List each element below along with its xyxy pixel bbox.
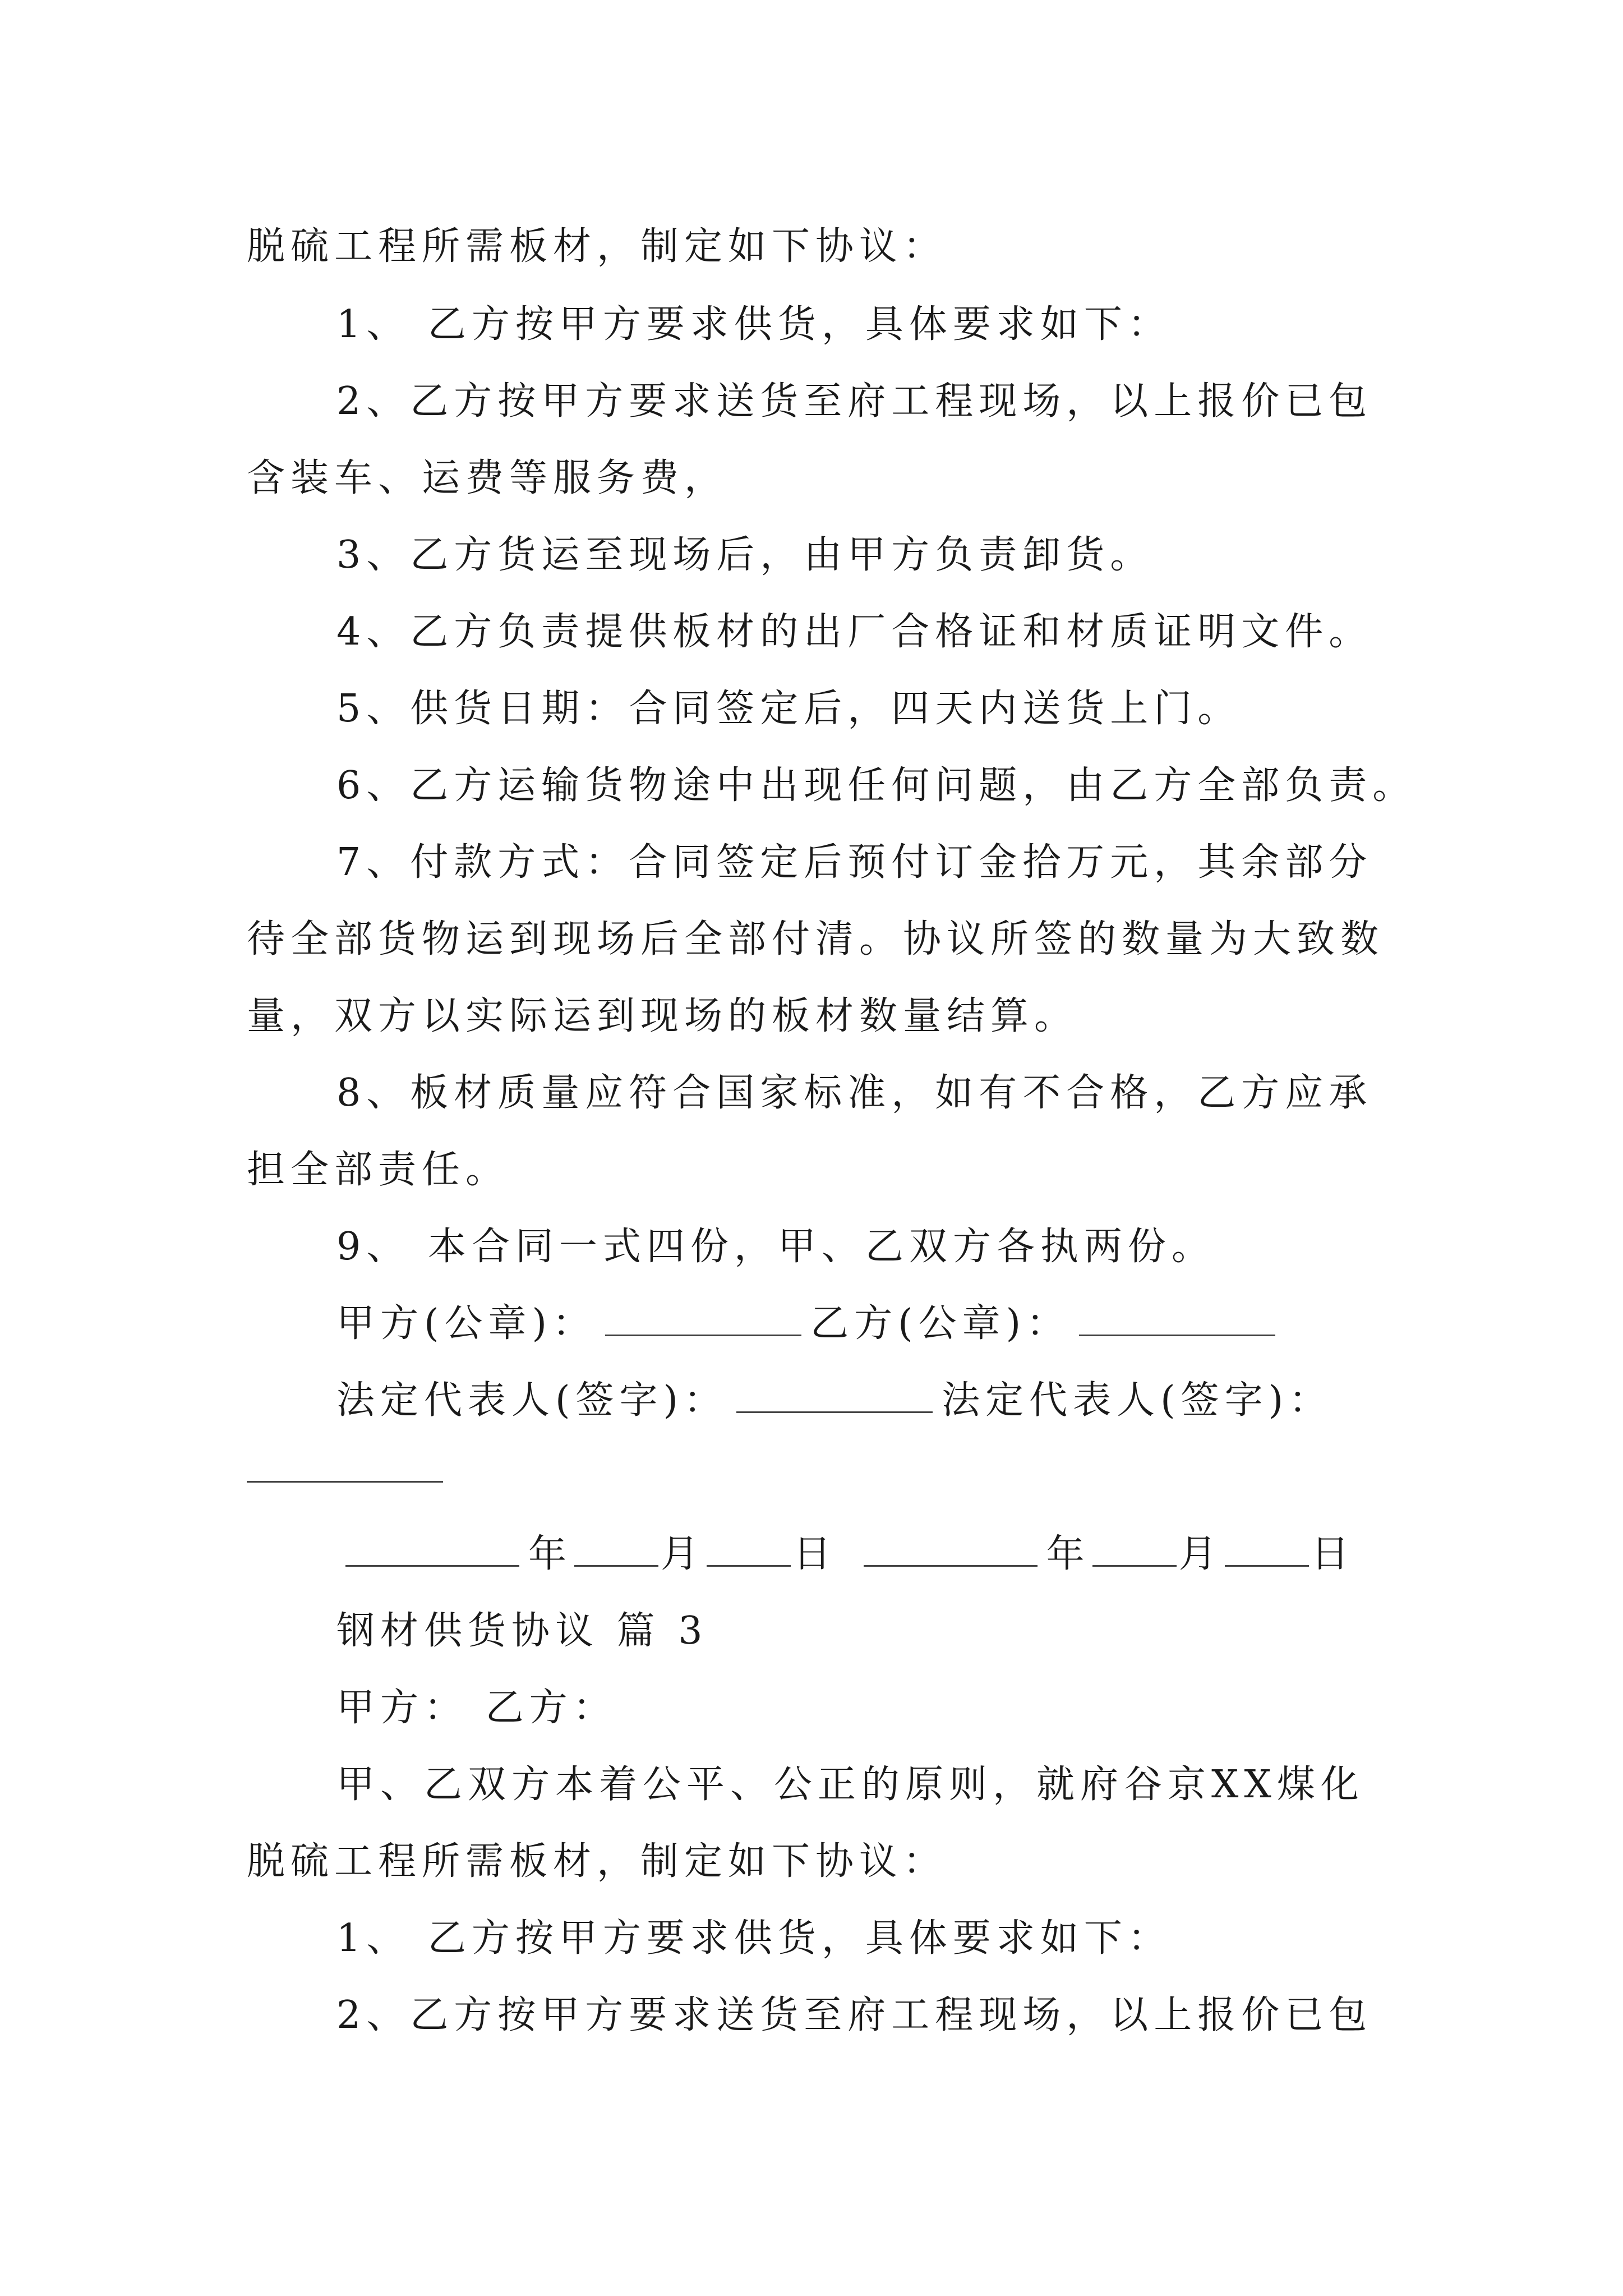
party-a-seal-label: 甲方(公章)： — [336, 1301, 597, 1346]
representative-row — [336, 1374, 1332, 1428]
text-line: 待全部货物运到现场后全部付清。协议所签的数量为大致数 — [247, 917, 1385, 961]
month-label: 月 — [1178, 1532, 1223, 1576]
seal-row — [336, 1297, 1284, 1351]
text-line: 1、 乙方按甲方要求供货，具体要求如下： — [336, 1916, 1172, 1961]
rep-a-label: 法定代表人(签字)： — [336, 1378, 728, 1423]
party-b-seal-blank — [1079, 1301, 1275, 1336]
party-b-seal-label: 乙方(公章)： — [810, 1301, 1071, 1346]
section-title: 钢材供货协议 篇 3 — [336, 1609, 708, 1653]
text-line: 脱硫工程所需板材，制定如下协议： — [247, 1839, 947, 1884]
day-label: 日 — [1311, 1532, 1355, 1576]
text-line: 量，双方以实际运到现场的板材数量结算。 — [247, 994, 1078, 1038]
text-line: 1、 乙方按甲方要求供货，具体要求如下： — [336, 302, 1172, 347]
month-label: 月 — [661, 1532, 705, 1576]
text-line: 担全部责任。 — [247, 1148, 510, 1192]
text-line: 2、乙方按甲方要求送货至府工程现场，以上报价已包 — [336, 1993, 1373, 2037]
month-blank — [1092, 1531, 1177, 1567]
text-line: 2、乙方按甲方要求送货至府工程现场，以上报价已包 — [336, 379, 1373, 424]
text-line: 5、供货日期：合同签定后，四天内送货上门。 — [336, 687, 1242, 731]
year-label: 年 — [528, 1532, 573, 1576]
party-a-seal-blank — [605, 1301, 801, 1336]
text-line: 8、板材质量应符合国家标准，如有不合格，乙方应承 — [336, 1071, 1373, 1115]
text-line: 9、 本合同一式四份，甲、乙双方各执两份。 — [336, 1225, 1215, 1269]
text-line: 脱硫工程所需板材，制定如下协议： — [247, 224, 947, 269]
rep-b-label: 法定代表人(签字)： — [942, 1378, 1333, 1423]
parties-line: 甲方： 乙方： — [336, 1686, 617, 1730]
year-blank — [864, 1531, 1038, 1567]
rep-a-blank — [736, 1378, 933, 1413]
text-line: 甲、乙双方本着公平、公正的原则，就府谷京XX煤化 — [336, 1763, 1364, 1807]
day-blank — [707, 1531, 791, 1567]
text-line: 3、乙方货运至现场后，由甲方负责卸货。 — [336, 533, 1154, 577]
month-blank — [574, 1531, 658, 1567]
text-line: 4、乙方负责提供板材的出厂合格证和材质证明文件。 — [336, 610, 1373, 654]
date-row — [336, 1527, 1355, 1581]
rep-b-blank — [247, 1481, 443, 1483]
text-line: 7、付款方式：合同签定后预付订金拾万元，其余部分 — [336, 840, 1373, 885]
day-blank — [1225, 1531, 1309, 1567]
text-line: 含装车、运费等服务费， — [247, 456, 728, 500]
year-blank — [345, 1531, 519, 1567]
year-label: 年 — [1046, 1532, 1090, 1576]
day-label: 日 — [793, 1532, 837, 1576]
text-line: 6、乙方运输货物途中出现任何问题，由乙方全部负责。 — [336, 763, 1417, 808]
